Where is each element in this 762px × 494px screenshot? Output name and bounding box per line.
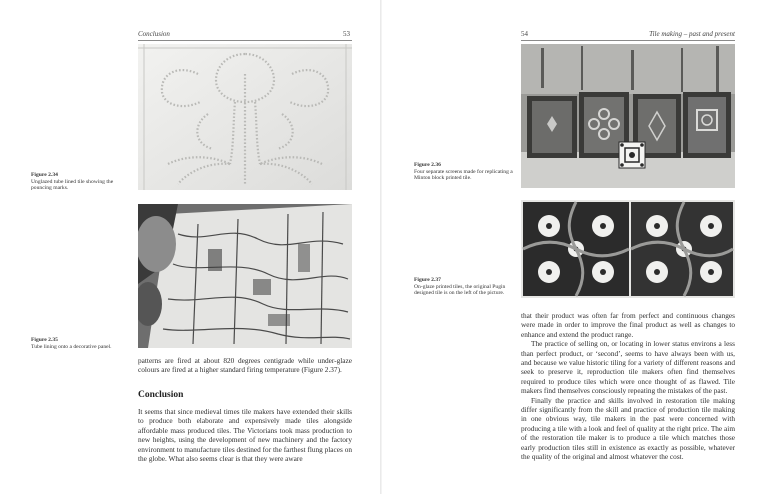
right-body-paragraph-2: The practice of selling on, or locating in lower status environs a less than perfect product, or ‘second’, seems to have always been with us, and because we value historic tiling for a variety of different reasons and seek to preserve it, reproduction tile makers often find themselves required to produce tiles which were once thought of as flawed. Tile makers find themselves consciously repeating the mistakes of the past. xyxy=(521,339,735,396)
figure-2-34-caption xyxy=(31,172,131,192)
page-gutter xyxy=(380,0,382,494)
figure-2-36-text: Four separate screens made for replicating a Minton block printed tile. xyxy=(414,168,513,182)
left-body-top-paragraph: patterns are fired at about 820 degrees centigrade while under-glaze colours are fired at a higher standard firing temperature (Figure 2.37). xyxy=(138,356,352,375)
figure-2-37-caption xyxy=(414,277,514,297)
left-body-top xyxy=(138,356,352,375)
right-body-paragraph-3: Finally the practice and skills involved in restoration tile making differ significantly from the skill and practice of production tile making in one obvious way, tile makers in the past were concerned with producing a tile with a look and feel of quality at the right price. The aim of the restoration tile maker is to produce a tile which matches those early production tiles still in existence as exactly as possible, whatever the quality of the original and almost whatever the cost. xyxy=(521,395,735,462)
figure-2-37-label: Figure 2.37 xyxy=(414,277,441,283)
right-folio: 54 xyxy=(521,30,528,38)
right-body xyxy=(521,311,735,462)
figure-2-36-photo xyxy=(521,44,735,188)
figure-2-35-label: Figure 2.35 xyxy=(31,337,58,343)
right-body-paragraph-1: that their product was often far from perfect and continuous changes were made in order to improve the final product as well as changes to enhance and extend the product range. xyxy=(521,311,735,339)
figure-2-35-photo xyxy=(138,204,352,348)
figure-2-34-label: Figure 2.34 xyxy=(31,172,58,178)
section-heading: Conclusion xyxy=(138,390,184,400)
right-header-rule xyxy=(521,40,735,41)
figure-2-36-label: Figure 2.36 xyxy=(414,162,441,168)
left-running-head: Conclusion xyxy=(138,30,170,38)
right-running-head: Tile making – past and present xyxy=(649,30,735,38)
figure-2-36-caption xyxy=(414,162,514,182)
figure-2-35-caption xyxy=(31,337,131,350)
figure-2-34-photo xyxy=(138,44,352,190)
left-body-bottom xyxy=(138,407,352,463)
figure-2-35-text: Tube lining onto a decorative panel. xyxy=(31,343,112,350)
figure-2-37-text: On-glaze printed tiles, the original Pugin designed tile is on the left of the picture. xyxy=(414,283,506,297)
left-header-rule xyxy=(138,40,352,41)
figure-2-34-text: Unglazed tube lined tile showing the pouncing marks. xyxy=(31,178,114,192)
left-body-bottom-paragraph: It seems that since medieval times tile makers have extended their skills to produce both elaborate and expensively made tiles alongside affordable mass produced tiles. The Victorians took mass production to new heights, using the development of new machinery and the factory environment to manufacture tiles destined for the farthest flung places on the globe. What also seems clear is that they were aware xyxy=(138,407,352,464)
left-folio: 53 xyxy=(343,30,350,38)
figure-2-37-photo xyxy=(521,200,735,298)
